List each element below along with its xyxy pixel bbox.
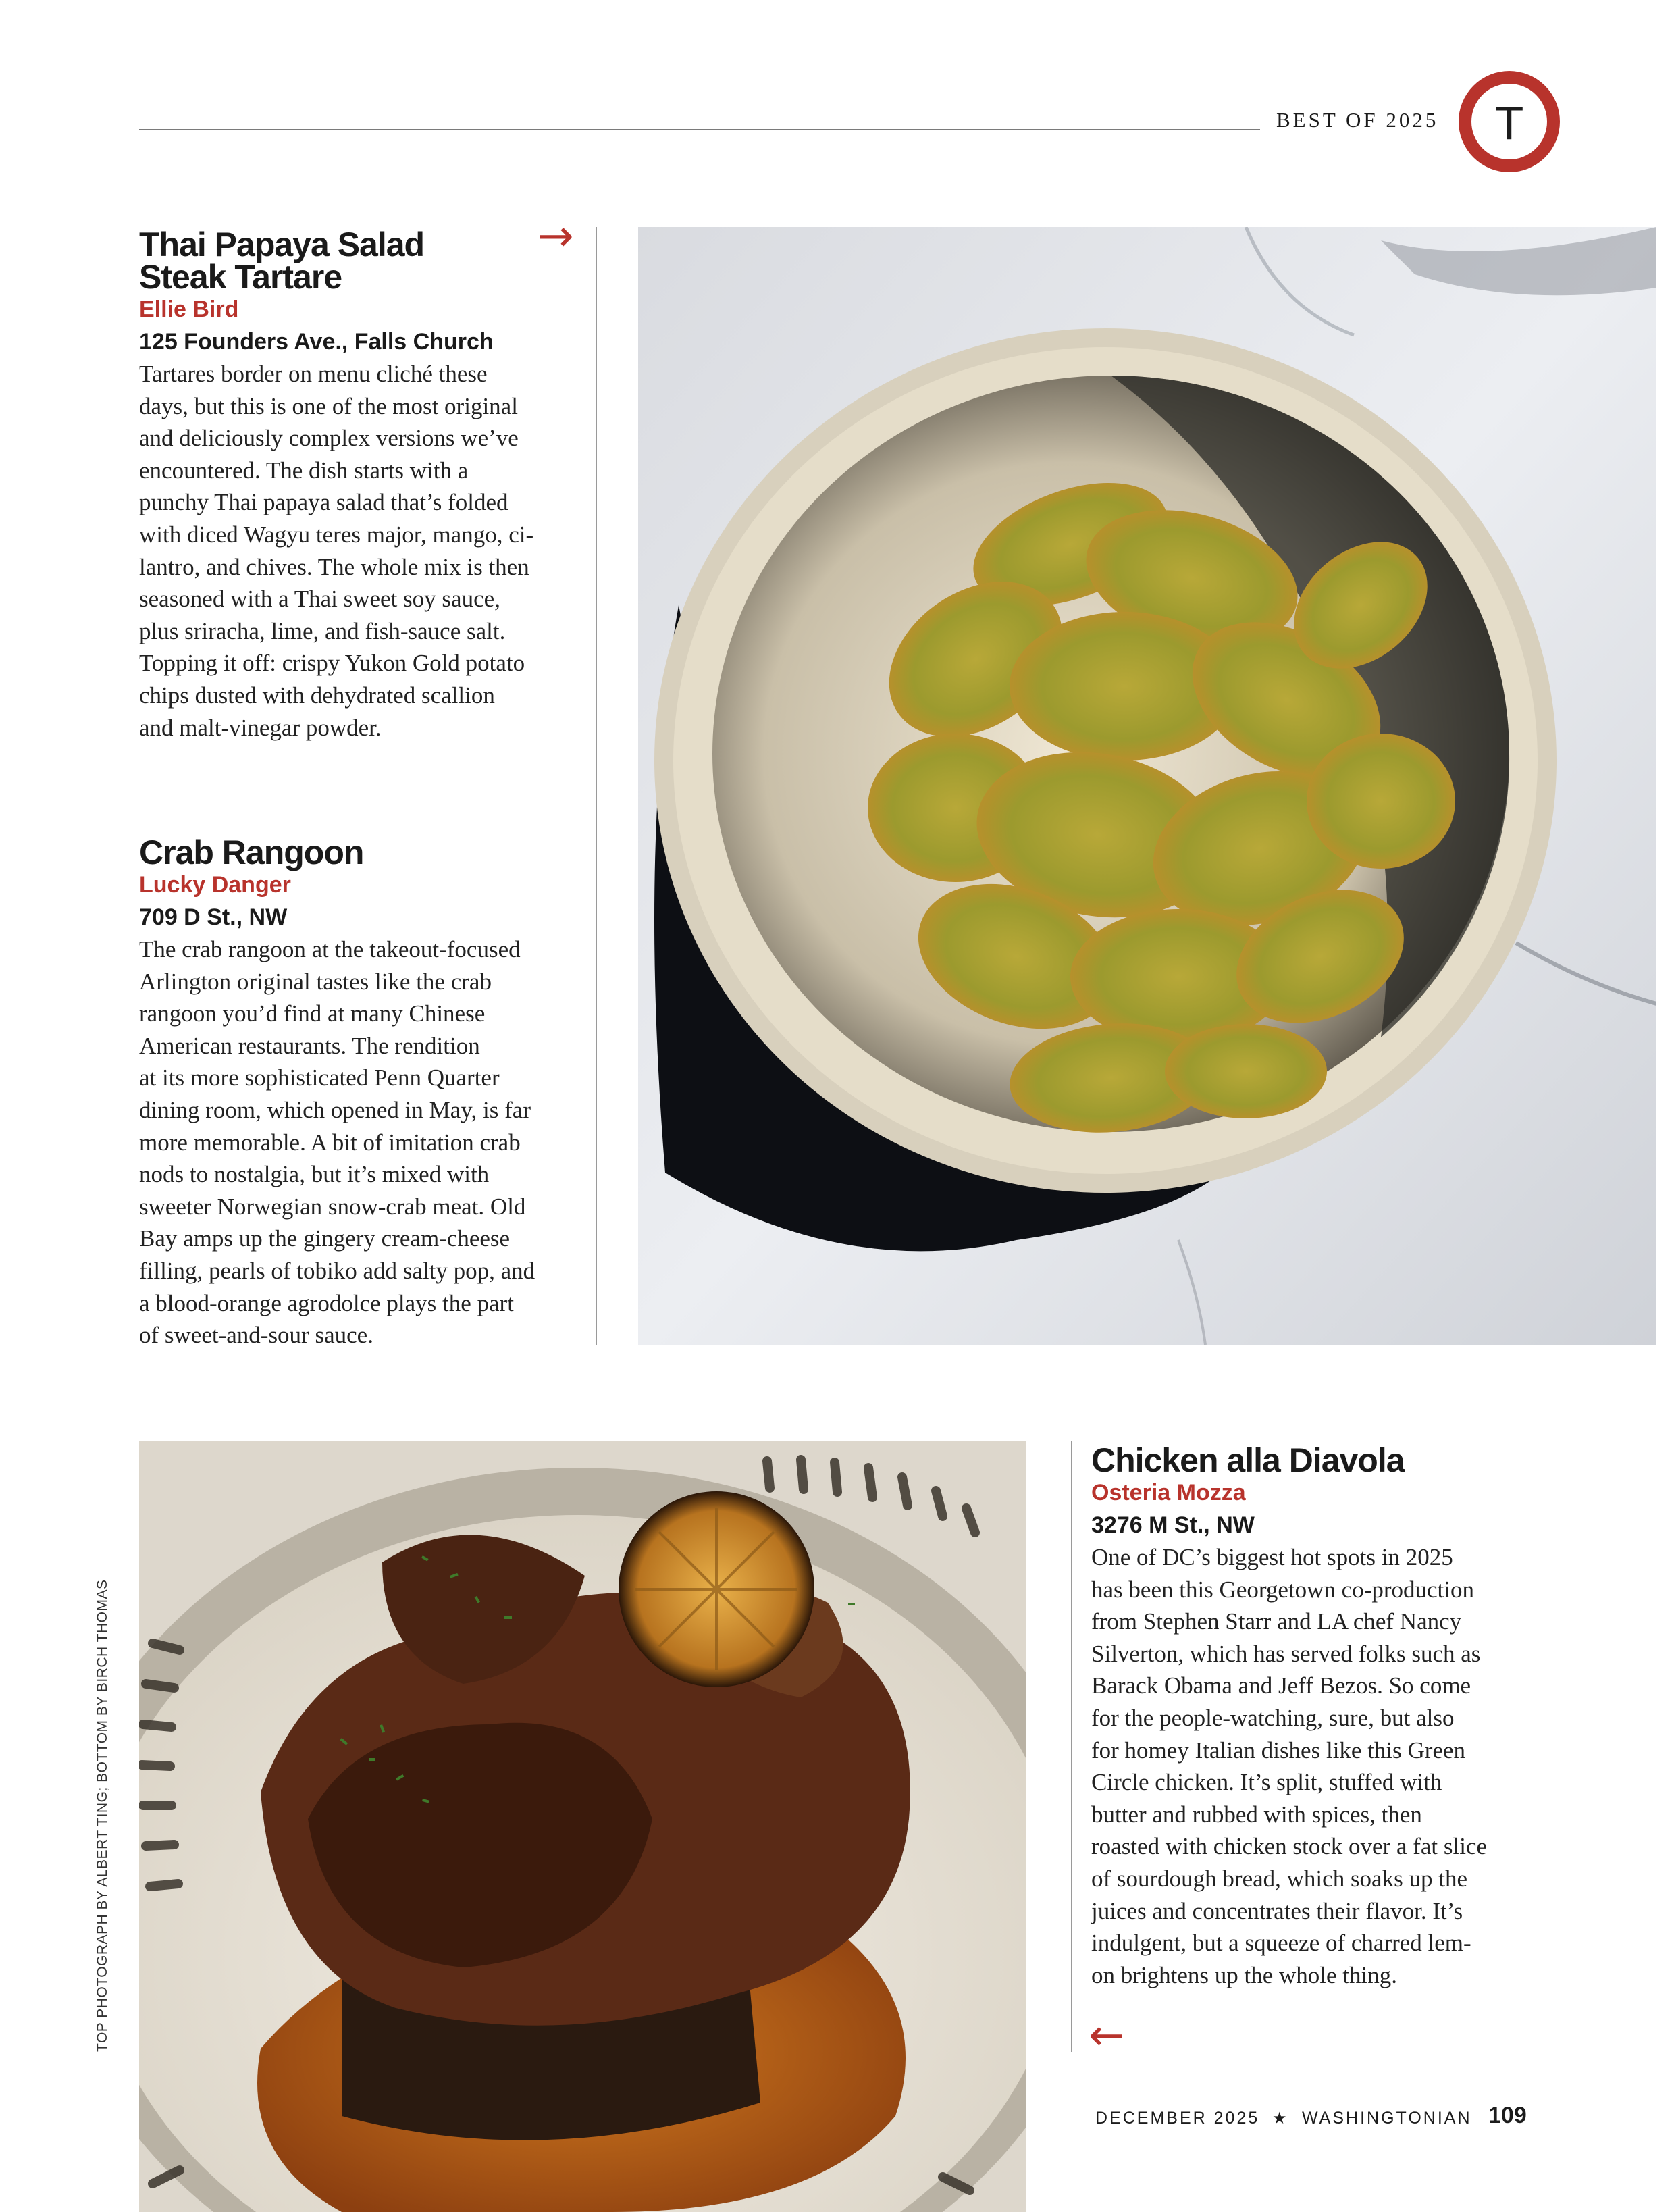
restaurant-name: Lucky Danger: [139, 872, 291, 898]
article-crab-rangoon: [139, 833, 585, 1352]
photo-chicken-alla-diavola: [139, 1441, 1026, 2212]
body-line: One of DC’s biggest hot spots in 2025: [1091, 1544, 1453, 1570]
body-line: of sweet-and-sour sauce.: [139, 1322, 373, 1349]
body-line: Tartares border on menu cliché these: [139, 361, 488, 387]
body-line: American restaurants. The rendition: [139, 1032, 480, 1059]
photo-steak-tartare: [638, 227, 1656, 1345]
body-line: lantro, and chives. The whole mix is then: [139, 553, 529, 580]
body-line: Barack Obama and Jeff Bezos. So come: [1091, 1672, 1471, 1699]
body-line: on brightens up the whole thing.: [1091, 1961, 1398, 1988]
article-body: [139, 933, 585, 1352]
body-line: for the people-watching, sure, but also: [1091, 1704, 1455, 1731]
dish-title-line: Thai Papaya Salad: [139, 226, 425, 263]
body-line: juices and concentrates their flavor. It’s: [1091, 1897, 1463, 1924]
photo-credit: TOP PHOTOGRAPH BY ALBERT TING; BOTTOM BY BIRCH THOMAS: [95, 1579, 110, 2052]
body-line: days, but this is one of the most original: [139, 392, 518, 419]
body-line: chips dusted with dehydrated scallion: [139, 681, 495, 709]
star-icon: ★: [1272, 2109, 1287, 2128]
body-line: and malt-vinegar powder.: [139, 714, 382, 741]
dish-title-line: Steak Tartare: [139, 258, 342, 296]
body-line: filling, pearls of tobiko add salty pop, and: [139, 1257, 535, 1284]
page-number: 109: [1488, 2103, 1527, 2128]
body-line: rangoon you’d find at many Chinese: [139, 1000, 486, 1027]
body-line: roasted with chicken stock over a fat slice: [1091, 1833, 1488, 1860]
footer-issue-date: DECEMBER 2025: [1095, 2109, 1260, 2128]
restaurant-address: 125 Founders Ave., Falls Church: [139, 329, 494, 355]
body-line: The crab rangoon at the takeout-focused: [139, 936, 521, 962]
column-divider: [1071, 1441, 1072, 2052]
body-line: with diced Wagyu teres major, mango, ci-: [139, 521, 534, 548]
column-divider: [596, 227, 597, 1345]
body-line: more memorable. A bit of imitation crab: [139, 1129, 521, 1156]
dish-title: Chicken alla Diavola: [1091, 1441, 1405, 1479]
body-line: Arlington original tastes like the crab: [139, 968, 492, 995]
header-rule: [139, 129, 1260, 130]
body-line: a blood-orange agrodolce plays the part: [139, 1289, 514, 1316]
restaurant-address: 709 D St., NW: [139, 904, 288, 930]
body-line: for homey Italian dishes like this Green: [1091, 1737, 1466, 1764]
body-line: Circle chicken. It’s split, stuffed with: [1091, 1769, 1442, 1796]
body-line: plus sriracha, lime, and fish-sauce salt.: [139, 617, 506, 644]
restaurant-address: 3276 M St., NW: [1091, 1512, 1255, 1538]
body-line: has been this Georgetown co-production: [1091, 1576, 1474, 1603]
article-body: [139, 358, 585, 744]
section-label: BEST OF 2025: [1276, 108, 1439, 132]
body-line: Topping it off: crispy Yukon Gold potato: [139, 650, 525, 677]
body-line: Bay amps up the gingery cream-cheese: [139, 1225, 511, 1252]
body-line: sweeter Norwegian snow-crab meat. Old: [139, 1193, 526, 1220]
article-steak-tartare: [139, 228, 585, 744]
restaurant-name: Ellie Bird: [139, 297, 239, 322]
body-line: nods to nostalgia, but it’s mixed with: [139, 1161, 490, 1188]
dish-title: Crab Rangoon: [139, 833, 364, 871]
body-line: seasoned with a Thai sweet soy sauce,: [139, 586, 500, 613]
body-line: at its more sophisticated Penn Quarter: [139, 1064, 500, 1091]
article-body: [1091, 1541, 1557, 1991]
body-line: encountered. The dish starts with a: [139, 457, 469, 484]
body-line: dining room, which opened in May, is far: [139, 1096, 531, 1123]
arrow-left-icon: ←: [1089, 2011, 1125, 2061]
arrow-right-icon: →: [538, 211, 574, 261]
body-line: of sourdough bread, which soaks up the: [1091, 1865, 1467, 1892]
section-badge: [1459, 71, 1560, 172]
footer-publication: WASHINGTONIAN: [1302, 2109, 1472, 2128]
body-line: punchy Thai papaya salad that’s folded: [139, 489, 508, 516]
badge-letter: T: [1494, 97, 1524, 149]
body-line: butter and rubbed with spices, then: [1091, 1801, 1422, 1828]
article-chicken-alla-diavola: [1091, 1441, 1557, 1991]
body-line: and deliciously complex versions we’ve: [139, 425, 519, 452]
body-line: indulgent, but a squeeze of charred lem-: [1091, 1930, 1471, 1957]
restaurant-name: Osteria Mozza: [1091, 1480, 1246, 1506]
body-line: from Stephen Starr and LA chef Nancy: [1091, 1608, 1462, 1635]
body-line: Silverton, which has served folks such as: [1091, 1640, 1481, 1667]
dish-title: [139, 226, 585, 296]
